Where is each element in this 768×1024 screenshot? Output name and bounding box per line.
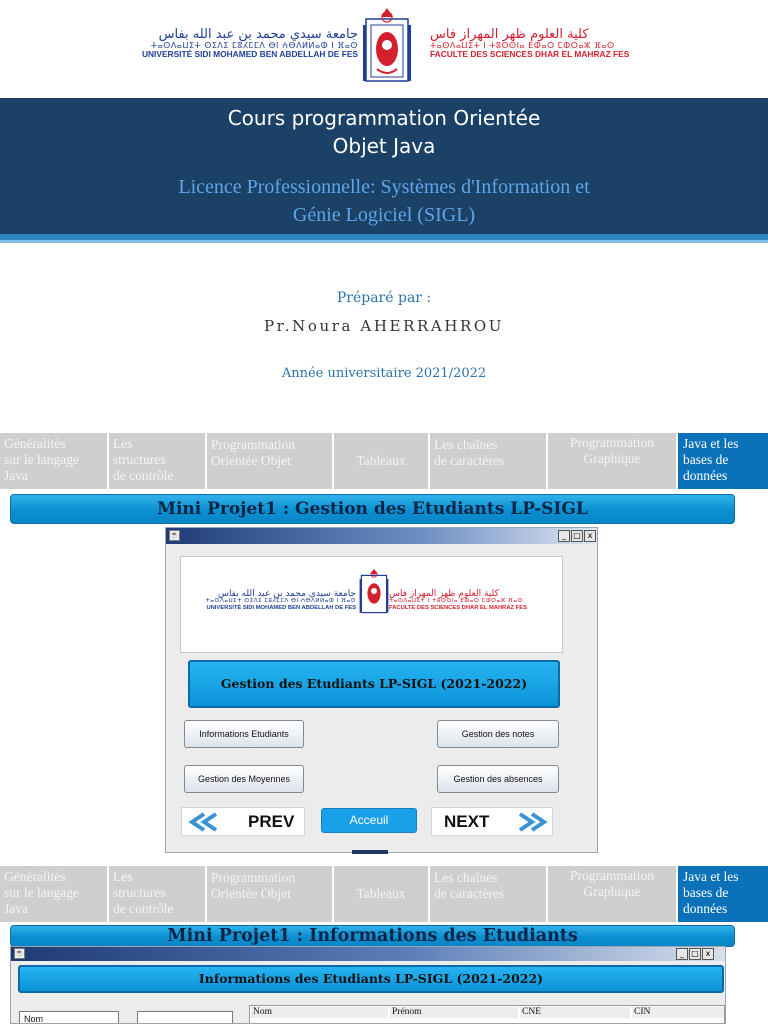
university-arabic-name: جامعة سيدي محمد بن عبد الله بفاس [158,27,358,42]
course-title-line1: Cours programmation Orientée [227,106,541,130]
window-title-bar [166,528,597,544]
faculty-french-name: FACULTE DES SCIENCES DHAR EL MAHRAZ FES [389,605,527,612]
tab-label: Orientée Objet [211,886,291,901]
close-icon[interactable]: x [584,530,596,542]
course-subtitle-line2: Génie Logiciel (SIGL) [292,204,476,226]
prepared-by-label: Préparé par : [336,290,432,306]
tab-label: Les chaînes [434,437,498,452]
tab-label: Tableaux [356,453,406,468]
java-cup-icon: ☕ [15,950,24,957]
faculty-tifinagh-name: ⵜⴰⵙⴷⴰⵡⵉⵜ ⵏ ⵜⵓⵙⵙⵏⴰ ⴹⵀⴰⵔ ⵎⵀⵔⴰⵣ ⴼⴰⵙ [430,40,615,50]
accueil-button[interactable]: Acceuil [321,808,417,833]
tab-java-bases-de-donnees[interactable] [678,433,768,489]
tab-chaines-de-caracteres[interactable] [430,866,546,922]
tab-label: Programmation [570,435,654,450]
chapter-nav-bottom [0,866,768,922]
tab-tableaux[interactable] [334,866,428,922]
tab-label: données [683,901,728,916]
tab-label: Tableaux [356,886,406,901]
tab-label: structures [113,885,166,900]
faculty-right-logo-text [389,590,564,611]
university-french-name: UNIVERSITÉ SIDI MOHAMED BEN ABDELLAH DE FES [206,605,356,612]
double-chevron-left-icon [186,812,220,832]
tab-label: Orientée Objet [211,453,291,468]
next-button[interactable] [431,807,553,836]
tab-structures-de-controle[interactable] [109,433,205,489]
column-header-prenom[interactable]: Prénom [390,1007,518,1018]
java-app-window-gestion [165,527,598,853]
minimize-icon[interactable]: _ [558,530,570,542]
academic-year: Année universitaire 2021/2022 [281,366,487,381]
maximize-icon[interactable]: □ [689,948,701,960]
students-table [249,1005,725,1024]
tab-label: Graphique [583,451,641,466]
university-tifinagh-name: ⵜⴰⵙⴷⴰⵡⵉⵜ ⵙⵉⴷⵉ ⵎⵓⵃⵎⵎⴷ ⴱⵏ ⵄⴱⴷⵍⵍⴰⵀ ⵏ ⴼⴰⵙ [205,598,356,605]
faculty-french-name: FACULTE DES SCIENCES DHAR EL MAHRAZ FES [430,49,630,60]
tab-label: Les [113,869,133,884]
tab-label: de caractères [434,453,505,468]
gestion-header-panel: Gestion des Etudiants LP-SIGL (2021-2022) [188,660,560,708]
tab-label: Programmation [570,868,654,883]
window-taskbar-indicator [352,850,388,854]
tab-label: Java et les [683,869,739,884]
tab-label: Java [4,468,28,483]
tab-programmation-orientee-objet[interactable] [207,433,332,489]
java-cup-icon: ☕ [170,532,179,539]
column-header-nom[interactable]: Nom [251,1007,388,1018]
tab-label: de caractères [434,886,505,901]
tab-label: Généralités [4,436,66,451]
section-banner-gestion: Mini Projet1 : Gestion des Etudiants LP-SIGL [10,494,735,524]
tab-label: Généralités [4,869,66,884]
university-crest-icon [359,565,389,617]
tab-label: Graphique [583,884,641,899]
window-title-bar [11,947,725,961]
prev-label: PREV [248,812,295,831]
nom-input[interactable] [137,1011,233,1024]
faculty-arabic-name: كلية العلوم ظهر المهراز فاس [389,589,499,599]
column-header-cne[interactable]: CNE [520,1007,630,1018]
tab-label: structures [113,452,166,467]
faculty-tifinagh-name: ⵜⴰⵙⴷⴰⵡⵉⵜ ⵏ ⵜⵓⵙⵙⵏⴰ ⴹⵀⴰⵔ ⵎⵀⵔⴰⵣ ⴼⴰⵙ [389,598,523,605]
gestion-des-notes-button[interactable]: Gestion des notes [437,720,559,748]
tab-programmation-graphique[interactable] [548,433,676,489]
section-banner-informations: Mini Projet1 : Informations des Etudiants [10,925,735,947]
minimize-icon[interactable]: _ [676,948,688,960]
tab-label: de contrôle [113,901,174,916]
university-crest-icon [362,5,412,85]
informations-header-panel: Informations des Etudiants LP-SIGL (2021-2022) [18,965,724,993]
tab-generalites[interactable] [0,866,107,922]
gestion-des-moyennes-button[interactable]: Gestion des Moyennes [184,765,304,793]
tab-label: Les chaînes [434,870,498,885]
university-left-logo-text [108,28,358,59]
java-app-window-informations [10,946,726,1024]
faculty-arabic-name: كلية العلوم ظهر المهراز فاس [430,27,589,42]
tab-java-bases-de-donnees[interactable] [678,866,768,922]
tab-label: bases de [683,885,729,900]
tab-label: sur le langage [4,452,79,467]
window-controls [676,948,714,960]
course-subtitle-line1: Licence Professionnelle: Systèmes d'Information et [178,176,590,198]
tab-generalites[interactable] [0,433,107,489]
informations-etudiants-button[interactable]: Informations Etudiants [184,720,304,748]
university-left-logo-text [181,590,356,611]
close-icon[interactable]: x [702,948,714,960]
tab-label: de contrôle [113,468,174,483]
tab-label: Java et les [683,436,739,451]
tab-label: Programmation [211,870,295,885]
tab-label: Les [113,436,133,451]
prev-button[interactable] [181,807,305,836]
university-arabic-name: جامعة سيدي محمد بن عبد الله بفاس [217,589,356,599]
tab-label: bases de [683,452,729,467]
nom-label-box [19,1011,119,1024]
author-name: Pr.Noura AHERRAHROU [263,317,505,335]
university-logo-panel [180,556,563,653]
next-label: NEXT [444,812,490,831]
window-controls [558,530,596,542]
tab-chaines-de-caracteres[interactable] [430,433,546,489]
tab-structures-de-controle[interactable] [109,866,205,922]
gestion-des-absences-button[interactable]: Gestion des absences [437,765,559,793]
tab-programmation-orientee-objet[interactable] [207,866,332,922]
university-french-name: UNIVERSITÉ SIDI MOHAMED BEN ABDELLAH DE FES [141,49,358,60]
tab-label: Programmation [211,437,295,452]
faculty-right-logo-text [430,28,680,59]
course-title-line2: Objet Java [332,134,436,158]
maximize-icon[interactable]: □ [571,530,583,542]
university-tifinagh-name: ⵜⴰⵙⴷⴰⵡⵉⵜ ⵙⵉⴷⵉ ⵎⵓⵃⵎⵎⴷ ⴱⵏ ⵄⴱⴷⵍⵍⴰⵀ ⵏ ⴼⴰⵙ [150,40,358,50]
tab-programmation-graphique[interactable] [548,866,676,922]
chapter-nav-top [0,433,768,489]
double-chevron-right-icon [516,812,550,832]
nom-label: Nom [24,1014,44,1024]
tab-tableaux[interactable] [334,433,428,489]
title-band-stripe-light [0,240,768,243]
tab-label: données [683,468,728,483]
column-header-cin[interactable]: CIN [632,1007,724,1018]
tab-label: Java [4,901,28,916]
tab-label: sur le langage [4,885,79,900]
